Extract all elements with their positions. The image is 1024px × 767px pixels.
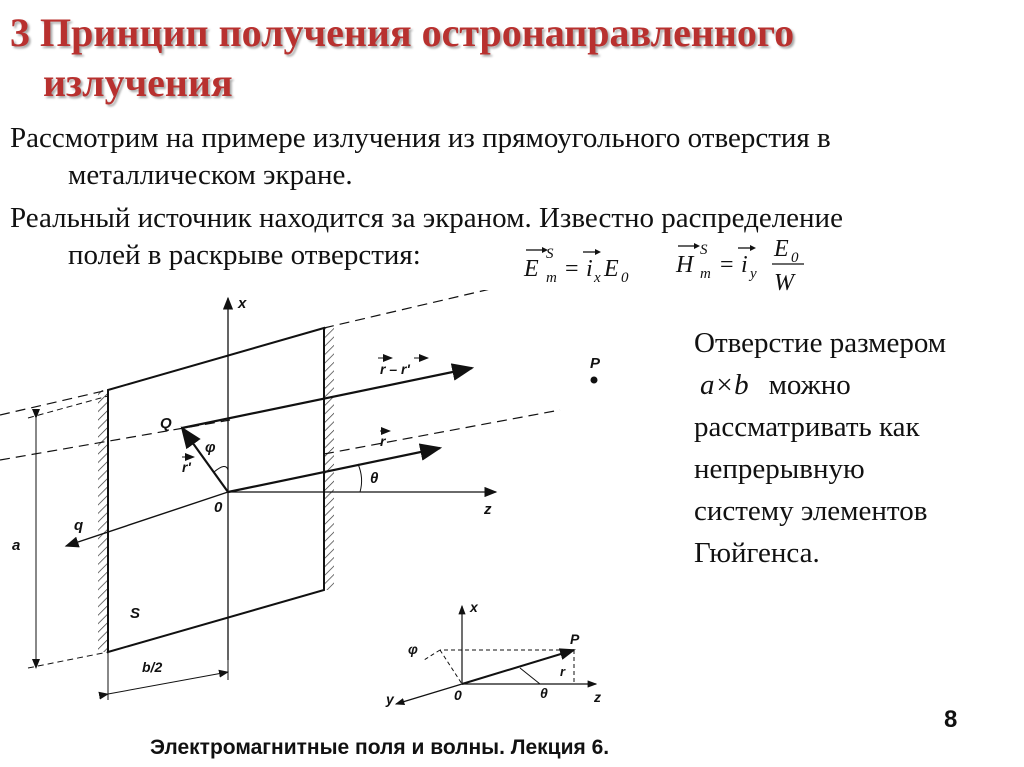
formula-e-lhs: E: [524, 256, 539, 282]
formula-e-field: [520, 238, 640, 290]
label-r: r: [380, 433, 386, 449]
label-Q: Q: [160, 415, 172, 432]
para2-line-1: Реальный источник находится за экраном. Известно распределение: [10, 202, 843, 234]
label-b-half: b/2: [142, 659, 163, 675]
inset-label-x: x: [470, 599, 478, 615]
paragraph-intro: [10, 120, 1010, 194]
inset-label-r: r: [560, 664, 566, 679]
side-line-2: [694, 364, 1014, 406]
label-a: a: [12, 537, 21, 554]
formula-h-num-sub: 0: [791, 250, 799, 266]
q-vector: [66, 492, 228, 546]
aperture-outline: [108, 328, 324, 652]
inset-y-axis: [396, 684, 462, 704]
slide-title: [10, 8, 1010, 108]
inset-label-P: P: [570, 631, 580, 647]
title-line-2: излучения: [43, 60, 233, 105]
side-line-1: Отверстие размером: [694, 327, 947, 359]
formula-h-unit-sub: y: [750, 266, 757, 282]
formula-h-sub: m: [700, 266, 711, 282]
label-phi: φ: [205, 439, 216, 456]
label-r-prime: r': [182, 459, 191, 475]
formula-e-rhs: E: [604, 256, 619, 282]
paragraph-source: [10, 200, 1010, 274]
formula-e-eq: =: [565, 256, 579, 282]
formula-h-unit: i: [741, 252, 748, 278]
side-line-5: систему элементов: [694, 495, 928, 527]
aperture-description: [694, 322, 1014, 574]
formula-e-sub: m: [546, 270, 557, 286]
formula-h-lhs: H: [676, 252, 694, 278]
formula-h-eq: =: [720, 252, 734, 278]
para2-line-2: полей в раскрыве отверстия:: [68, 239, 421, 271]
side-line-4: непрерывную: [694, 453, 865, 485]
inset-label-z: z: [594, 689, 601, 705]
formula-e-unit-sub: x: [594, 270, 601, 286]
inset-coordinate-diagram: [370, 594, 620, 714]
para1-line-1: Рассмотрим на примере излучения из прямоугольного отверстия в: [10, 122, 831, 154]
side-line-3: рассматривать как: [694, 411, 920, 443]
inset-label-phi: φ: [408, 641, 418, 657]
side-line-6: Гюйгенса.: [694, 537, 820, 569]
formula-h-sup: S: [700, 242, 708, 258]
inset-label-y: y: [386, 691, 394, 707]
para1-line-2: металлическом экране.: [68, 159, 353, 191]
formula-h-num: E: [774, 236, 789, 262]
title-line-1: 3 Принцип получения остронаправленного: [10, 10, 795, 55]
inset-r-vector: [462, 650, 574, 684]
formula-e-unit: i: [586, 256, 593, 282]
page-number: 8: [944, 706, 958, 733]
inset-label-origin: 0: [454, 687, 462, 703]
point-p: [591, 377, 598, 384]
label-P: P: [590, 355, 601, 372]
formula-e-rhs-sub: 0: [621, 270, 629, 286]
formula-h-field: [672, 232, 812, 298]
footer-lecture: Электромагнитные поля и волны. Лекция 6.: [150, 736, 610, 759]
label-q: q: [74, 517, 84, 534]
label-r-minus-rprime: r – r': [380, 361, 410, 377]
formula-e-sup: S: [546, 246, 554, 262]
aperture-size: a×b: [700, 369, 749, 401]
inset-label-theta: θ: [540, 685, 548, 701]
label-theta: θ: [370, 470, 379, 487]
label-z-axis: z: [484, 501, 492, 518]
side-line-2-rest: можно: [768, 369, 851, 401]
label-x-axis: x: [238, 295, 247, 312]
label-origin: 0: [214, 499, 223, 516]
formula-h-den: W: [774, 270, 794, 296]
label-S: S: [130, 605, 141, 622]
